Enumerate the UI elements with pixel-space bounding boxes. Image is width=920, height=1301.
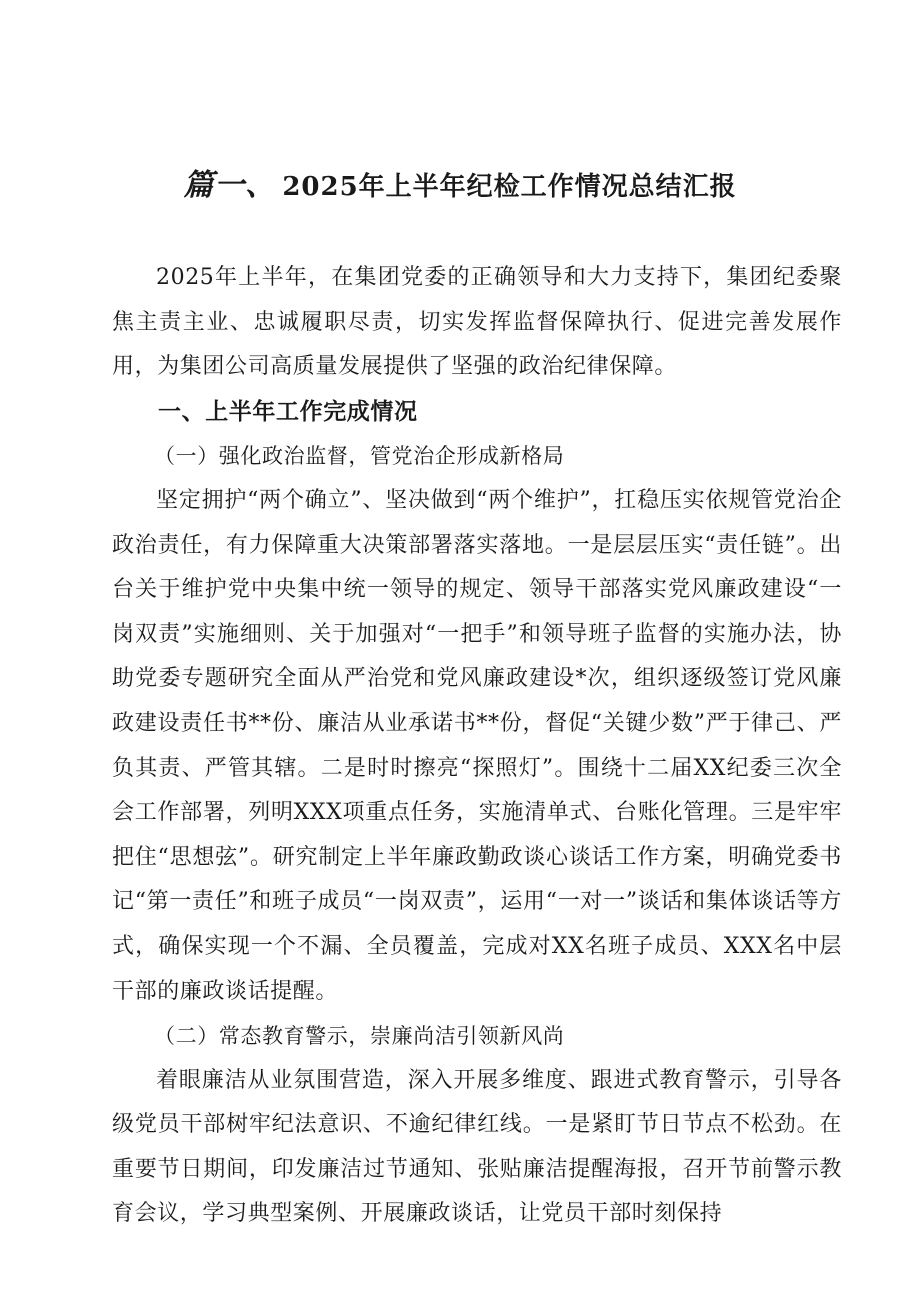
title-prefix: 篇一、 (183, 168, 277, 203)
subsection-paragraph-2: 着眼廉洁从业氛围营造，深入开展多维度、跟进式教育警示，引导各级党员干部树牢纪法意识、不逾纪律红线。一是紧盯节日节点不松劲。在重要节日期间，印发廉洁过节通知、张贴廉洁提醒海报，召开节前警示教育会议，学习典型案例、开展廉政谈话，让党员干部时刻保持 (112, 1067, 842, 1227)
document-title (0, 160, 920, 204)
title-main: 2025年上半年纪检工作情况总结汇报 (282, 172, 737, 202)
subsection-heading-1: （一）强化政治监督，管党治企形成新格局 (154, 444, 565, 469)
document-body (112, 256, 842, 1237)
subsection-paragraph-1: 坚定拥护“两个确立”、坚决做到“两个维护”，扛稳压实依规管党治企政治责任，有力保障重大决策部署落实落地。一是层层压实“责任链”。出台关于维护党中央集中统一领导的规定、领导干部落实党风廉政建设“一岗双责”实施细则、关于加强对“一把手”和领导班子监督的实施办法，协助党委专题研究全面从严治党和党风廉政建设*次，组织逐级签订党风廉政建设责任书**份、廉洁从业承诺书**份，督促“关键少数”严于律己、严负其责、严管其辖。二是时时擦亮“探照灯”。围绕十二届XX纪委三次全会工作部署，列明XXX项重点任务，实施清单式、台账化管理。三是牢牢把住“思想弦”。研究制定上半年廉政勤政谈心谈话工作方案，明确党委书记“第一责任”和班子成员“一岗双责”，运用“一对一”谈话和集体谈话等方式，确保实现一个不漏、全员覆盖，完成对XX名班子成员、XXX名中层干部的廉政谈话提醒。 (112, 487, 842, 1004)
subsection-heading-2: （二）常态教育警示，崇廉尚洁引领新风尚 (154, 1024, 565, 1049)
section-heading-1: 一、上半年工作完成情况 (158, 398, 418, 425)
intro-paragraph: 2025年上半年，在集团党委的正确领导和大力支持下，集团纪委聚焦主责主业、忠诚履职尽责，切实发挥监督保障执行、促进完善发展作用，为集团公司高质量发展提供了坚强的政治纪律保障。 (112, 265, 842, 380)
